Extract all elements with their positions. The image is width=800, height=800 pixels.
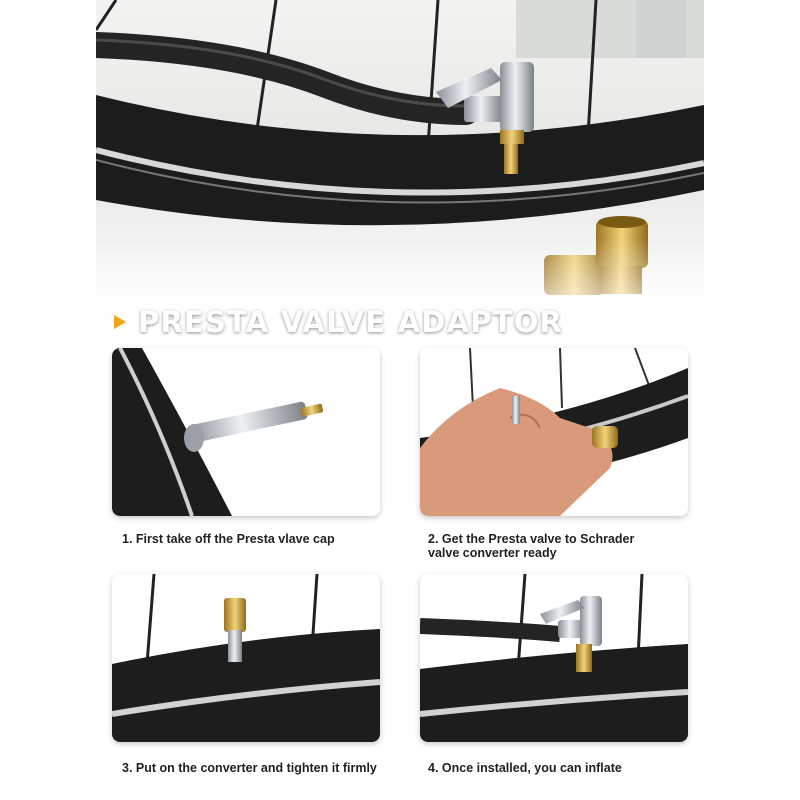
arrow-icon bbox=[114, 315, 126, 329]
step-2-caption: 2. Get the Presta valve to Schrader valve converter ready bbox=[428, 532, 635, 560]
headline-title: PRESTA VALVE ADAPTOR bbox=[138, 305, 564, 339]
step-1-photo bbox=[112, 348, 380, 516]
step-3-photo bbox=[112, 574, 380, 742]
step-2-photo bbox=[420, 348, 688, 516]
step-4-caption: 4. Once installed, you can inflate bbox=[428, 761, 622, 775]
step-3-caption: 3. Put on the converter and tighten it firmly bbox=[122, 761, 377, 775]
step-1-caption: 1. First take off the Presta vlave cap bbox=[122, 532, 335, 546]
headline bbox=[114, 300, 563, 344]
hero-photo bbox=[96, 0, 704, 340]
step-4-photo bbox=[420, 574, 688, 742]
